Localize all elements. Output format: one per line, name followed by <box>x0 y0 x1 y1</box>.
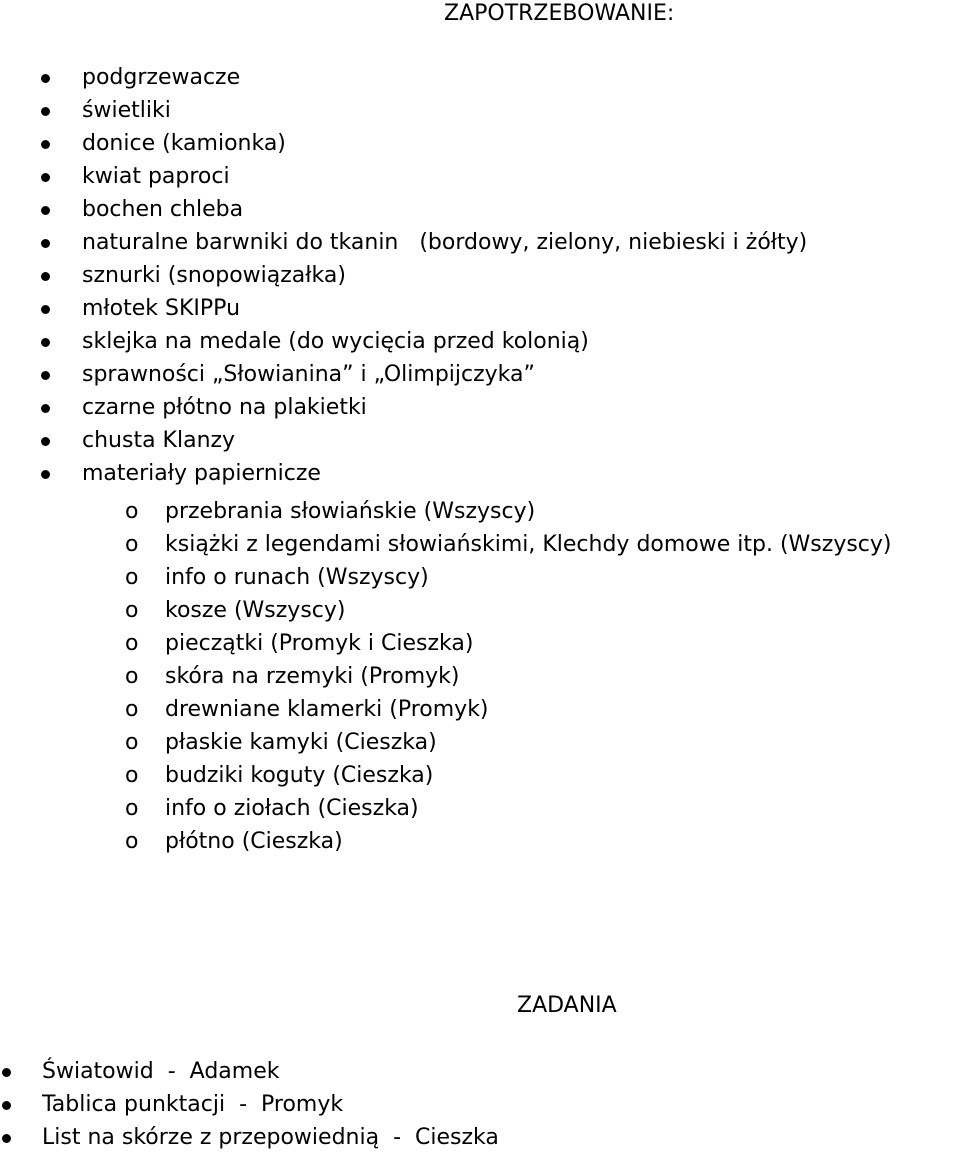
stationery-sublist <box>0 495 960 858</box>
bullet-icon <box>41 371 50 380</box>
sublist-item <box>0 693 960 726</box>
list-item-text: sznurki (snopowiązałka) <box>82 263 346 288</box>
sublist-item-text: kosze (Wszyscy) <box>165 598 346 623</box>
sublist-item <box>0 627 960 660</box>
list-item <box>0 292 960 325</box>
bullet-icon <box>2 1101 11 1110</box>
task-text <box>42 1088 343 1121</box>
sublist-item-text: skóra na rzemyki (Promyk) <box>165 664 460 689</box>
bullet-icon <box>41 305 50 314</box>
list-item-text: kwiat paproci <box>82 164 230 189</box>
circle-bullet-icon: o <box>125 499 139 524</box>
sublist-item-text: info o runach (Wszyscy) <box>165 565 429 590</box>
bullet-icon <box>41 173 50 182</box>
sublist-item <box>0 594 960 627</box>
task-name: Światowid <box>42 1059 154 1084</box>
bullet-icon <box>41 206 50 215</box>
list-item <box>0 226 960 259</box>
sublist-item <box>0 528 960 561</box>
list-item-text: podgrzewacze <box>82 65 241 90</box>
bullet-icon <box>41 437 50 446</box>
circle-bullet-icon: o <box>125 664 139 689</box>
list-item <box>0 94 960 127</box>
list-item <box>0 61 960 94</box>
list-item-text: donice (kamionka) <box>82 131 286 156</box>
sublist-item <box>0 495 960 528</box>
sublist-item-text: budziki koguty (Cieszka) <box>165 763 434 788</box>
list-item <box>0 193 960 226</box>
circle-bullet-icon: o <box>125 763 139 788</box>
sublist-item-text: drewniane klamerki (Promyk) <box>165 697 489 722</box>
sublist-item <box>0 660 960 693</box>
task-name: List na skórze z przepowiednią <box>42 1125 380 1150</box>
sublist-item <box>0 792 960 825</box>
circle-bullet-icon: o <box>125 598 139 623</box>
bullet-icon <box>41 404 50 413</box>
task-text <box>42 1121 499 1154</box>
list-item <box>0 457 960 490</box>
task-person: Promyk <box>261 1092 344 1117</box>
sublist-item <box>0 561 960 594</box>
sublist-item <box>0 759 960 792</box>
list-item <box>0 325 960 358</box>
task-separator: - <box>393 1125 402 1150</box>
list-item-text: chusta Klanzy <box>82 428 236 453</box>
bullet-icon <box>41 338 50 347</box>
task-item <box>0 1121 960 1154</box>
sublist-item-text: pieczątki (Promyk i Cieszka) <box>165 631 474 656</box>
sublist-item-text: info o ziołach (Cieszka) <box>165 796 419 821</box>
sublist-item-text: płótno (Cieszka) <box>165 829 343 854</box>
list-item-text: materiały papiernicze <box>82 461 321 486</box>
sublist-item-text: przebrania słowiańskie (Wszyscy) <box>165 499 536 524</box>
list-item <box>0 358 960 391</box>
list-item <box>0 424 960 457</box>
circle-bullet-icon: o <box>125 796 139 821</box>
bullet-icon <box>2 1134 11 1143</box>
list-item <box>0 160 960 193</box>
bullet-icon <box>2 1068 11 1077</box>
sublist-item-text: książki z legendami słowiańskimi, Klechdy domowe itp. (Wszyscy) <box>165 532 892 557</box>
circle-bullet-icon: o <box>125 697 139 722</box>
tasks-list <box>0 1055 960 1154</box>
task-item <box>0 1055 960 1088</box>
task-person: Adamek <box>189 1059 280 1084</box>
tasks-heading: ZADANIA <box>517 993 617 1018</box>
bullet-icon <box>41 140 50 149</box>
circle-bullet-icon: o <box>125 829 139 854</box>
list-item <box>0 259 960 292</box>
task-separator: - <box>239 1092 248 1117</box>
list-item-text: młotek SKIPPu <box>82 296 241 321</box>
circle-bullet-icon: o <box>125 565 139 590</box>
list-item <box>0 127 960 160</box>
needs-heading: ZAPOTRZEBOWANIE: <box>444 1 675 26</box>
list-item-text: świetliki <box>82 98 171 123</box>
list-item-text: czarne płótno na plakietki <box>82 395 367 420</box>
task-person: Cieszka <box>415 1125 499 1150</box>
bullet-icon <box>41 470 50 479</box>
circle-bullet-icon: o <box>125 532 139 557</box>
circle-bullet-icon: o <box>125 730 139 755</box>
list-item-text: sprawności „Słowianina” i „Olimpijczyka” <box>82 362 535 387</box>
task-separator: - <box>167 1059 176 1084</box>
needs-list <box>0 61 960 490</box>
task-text <box>42 1055 280 1088</box>
circle-bullet-icon: o <box>125 631 139 656</box>
bullet-icon <box>41 272 50 281</box>
task-name: Tablica punktacji <box>42 1092 226 1117</box>
list-item-text: bochen chleba <box>82 197 244 222</box>
list-item <box>0 391 960 424</box>
bullet-icon <box>41 74 50 83</box>
bullet-icon <box>41 239 50 248</box>
task-item <box>0 1088 960 1121</box>
list-item-text: naturalne barwniki do tkanin (bordowy, zielony, niebieski i żółty) <box>82 230 808 255</box>
bullet-icon <box>41 107 50 116</box>
sublist-item <box>0 825 960 858</box>
list-item-text: sklejka na medale (do wycięcia przed kolonią) <box>82 329 589 354</box>
sublist-item <box>0 726 960 759</box>
sublist-item-text: płaskie kamyki (Cieszka) <box>165 730 437 755</box>
